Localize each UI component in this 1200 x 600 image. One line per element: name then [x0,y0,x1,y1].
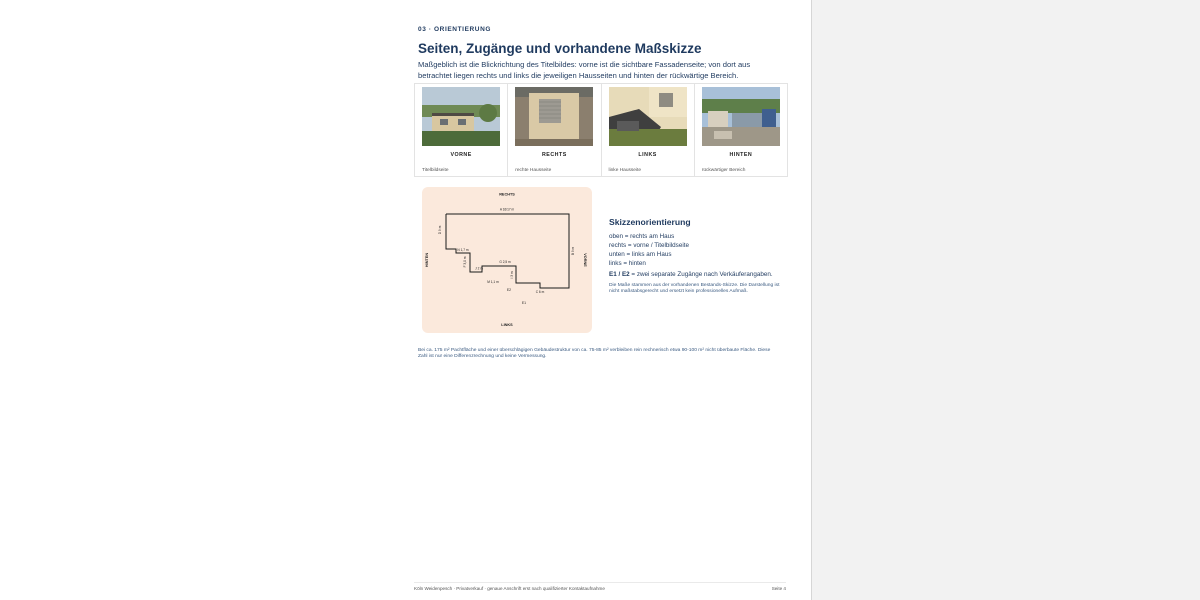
sketch-label-top: RECHTS [499,192,515,197]
photo-front[interactable] [422,87,500,146]
sketch-dimension: J 2 m [475,266,483,271]
sketch-dimension: I 3 m [510,271,514,279]
legend-title: Skizzenorientierung [609,217,691,227]
legend-line: links = hinten [609,260,646,267]
photo-label: LINKS [638,152,657,158]
sketch-dimension: N 1,7 m [457,248,469,252]
legend-entrances [609,271,784,278]
sketch-dimension: A 16/17 m [499,207,515,212]
photo-caption: rechte Hausseite [515,168,552,173]
photo-tile-back[interactable] [695,84,787,176]
sketch-dimension: C 6 m [535,290,545,294]
photo-caption: Titelbildseite [422,168,449,173]
photo-label: VORNE [450,152,472,158]
floor-plan-sketch [422,187,592,333]
floor-plan-drawing [422,187,592,333]
garden-house-back-image [702,87,780,146]
sketch-dimension: M 1,1 m [487,280,499,284]
legend-line: rechts = vorne / Titelbildseite [609,242,689,249]
page-title: Seiten, Zugänge und vorhandene Maßskizze [418,41,702,56]
legend-entrances-text: = zwei separate Zugänge nach Verkäuferangaben. [629,271,773,278]
photo-caption: rückwärtiger Bereich [701,168,746,173]
sketch-legend [609,217,784,295]
page-subtitle: Maßgeblich ist die Blickrichtung des Titelbildes: vorne ist die sichtbare Fassadenseite; von dort aus betrachtet liegen rechts und links die jeweiligen Hausseiten und hinten der rückwärtige Bereich. [418,60,751,80]
garden-house-left-image [609,87,687,146]
sketch-label-left: HINTEN [425,252,429,268]
sketch-dimension: B 9 m [571,246,575,256]
photo-label: RECHTS [541,152,567,158]
legend-line: oben = rechts am Haus [609,233,675,240]
entrance-label-e2: E2 [506,288,512,292]
legend-note: Die Maße stammen aus der vorhandenen Bestands-Skizze. Die Darstellung ist nicht maßstabsgerecht und ersetzt kein professionelles Aufmaß. [609,283,780,295]
section-eyebrow: 03 · ORIENTIERUNG [418,26,492,33]
garden-house-right-image [515,87,593,146]
legend-line: unten = links am Haus [609,251,672,258]
photo-right[interactable] [515,87,593,146]
sketch-dimension: G 2,5 m [499,260,511,264]
photo-tile-left[interactable] [602,84,695,176]
photo-left[interactable] [609,87,687,146]
footer-text: Köln Weidenpesch · Privatverkauf · genaue Anschrift erst nach qualifizierter Kontaktaufnahme [414,586,605,591]
photo-back[interactable] [702,87,780,146]
photo-tile-right[interactable] [508,84,601,176]
photo-label: HINTEN [729,152,753,158]
photo-tile-front[interactable] [415,84,508,176]
page-number: Seite 4 [771,586,786,591]
photo-caption: linke Hausseite [608,168,642,173]
photo-gallery [414,83,788,177]
sketch-dimension: D 9 m [438,225,442,235]
sketch-label-right: VORNE [583,253,587,267]
sketch-label-bottom: LINKS [501,323,513,327]
sketch-dimension: F 3,0 m [463,256,467,268]
entrance-label-e1: E1 [521,301,527,305]
legend-entrances-code: E1 / E2 [609,271,630,278]
garden-house-front-image [422,87,500,146]
page-footer [414,582,786,591]
area-note: Bei ca. 175 m² Pachtfläche und einer überschlägigen Gebäudestruktur von ca. 75-85 m² verbleiben rein rechnerisch etwa 90-100 m² nicht überbaute Fläche. Diese Zahl ist nur eine Differenzrechnung und keine Vermessung. [418,348,771,360]
